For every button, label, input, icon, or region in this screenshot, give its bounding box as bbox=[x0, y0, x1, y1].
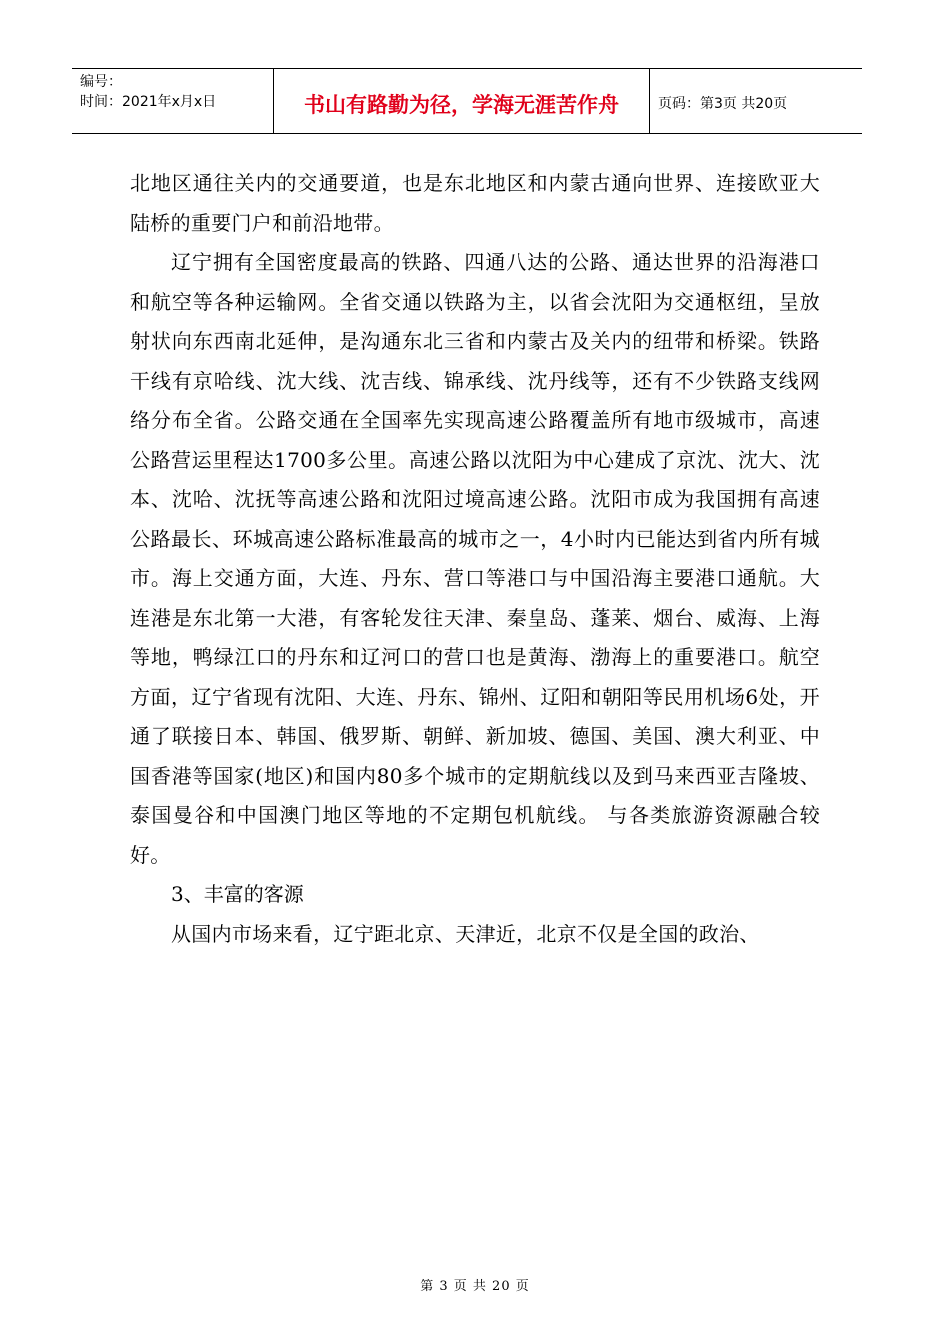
header-meta bbox=[72, 69, 274, 133]
document-time-label: 时间：2021年x月x日 bbox=[80, 94, 217, 110]
paragraph-transport: 辽宁拥有全国密度最高的铁路、四通八达的公路、通达世界的沿海港口和航空等各种运输网。全省交通以铁路为主，以省会沈阳为交通枢纽，呈放射状向东西南北延伸，是沟通东北三省和内蒙古及关内的纽带和桥梁。铁路干线有京哈线、沈大线、沈吉线、锦承线、沈丹线等，还有不少铁路支线网络分布全省。公路交通在全国率先实现高速公路覆盖所有地市级城市，高速公路营运里程达1700多公里。高速公路以沈阳为中心建成了京沈、沈大、沈本、沈哈、沈抚等高速公路和沈阳过境高速公路。沈阳市成为我国拥有高速公路最长、环城高速公路标准最高的城市之一，4小时内已能达到省内所有城市。海上交通方面，大连、丹东、营口等港口与中国沿海主要港口通航。大连港是东北第一大港，有客轮发往天津、秦皇岛、蓬莱、烟台、威海、上海等地，鸭绿江口的丹东和辽河口的营口也是黄海、渤海上的重要港口。航空方面，辽宁省现有沈阳、大连、丹东、锦州、辽阳和朝阳等民用机场6处，开通了联接日本、韩国、俄罗斯、朝鲜、新加坡、德国、美国、澳大利亚、中国香港等国家(地区)和国内80多个城市的定期航线以及到马来西亚吉隆坡、泰国曼谷和中国澳门地区等地的不定期包机航线。 与各类旅游资源融合较好。 bbox=[130, 250, 820, 867]
page-footer: 第 3 页 共 20 页 bbox=[420, 1279, 530, 1294]
document-body bbox=[130, 164, 820, 954]
paragraph-market: 从国内市场来看，辽宁距北京、天津近，北京不仅是全国的政治、 bbox=[171, 921, 760, 946]
header-table bbox=[72, 68, 862, 134]
section-heading: 3、丰富的客源 bbox=[171, 882, 304, 906]
paragraph-continuation: 北地区通往关内的交通要道，也是东北地区和内蒙古通向世界、连接欧亚大陆桥的重要门户和前沿地带。 bbox=[130, 171, 820, 235]
document-number-label: 编号： bbox=[80, 74, 122, 90]
header-motto: 书山有路勤为径，学海无涯苦作舟 bbox=[274, 69, 650, 133]
header-page-number: 页码：第3页 共20页 bbox=[658, 96, 788, 112]
